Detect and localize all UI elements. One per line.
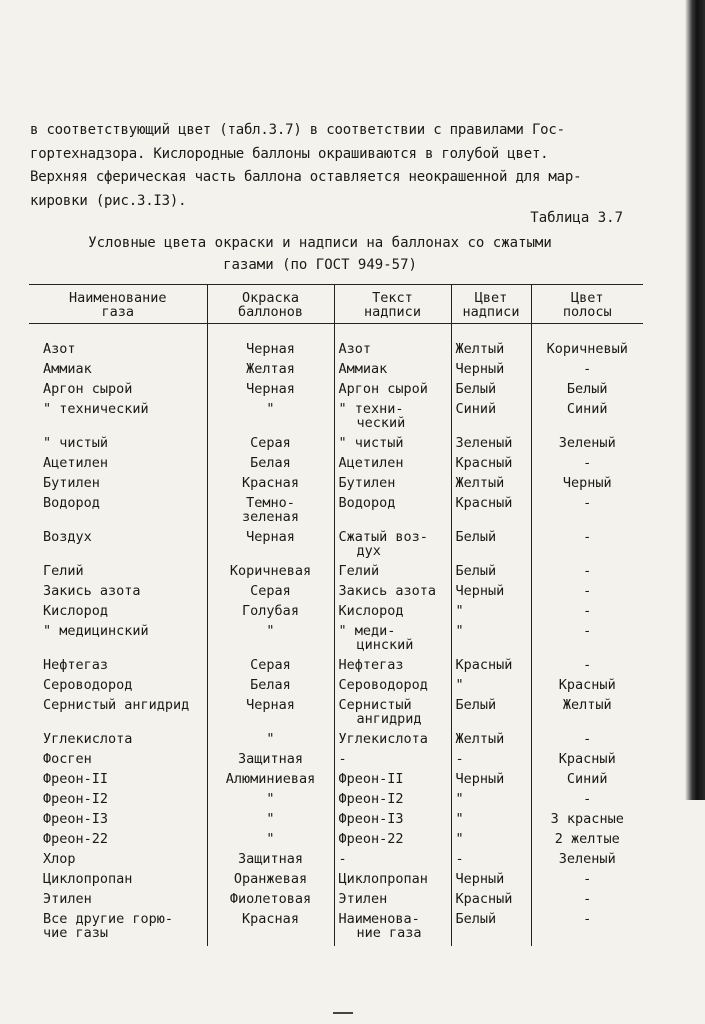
cell-strip-color: Черный bbox=[531, 476, 643, 496]
cell-label-text: Углекислота bbox=[334, 732, 451, 752]
table-row bbox=[29, 530, 643, 564]
cell-strip-color: - bbox=[531, 792, 643, 812]
cell-cylinder-color: Красная bbox=[207, 476, 334, 496]
cell-label-color: Черный bbox=[451, 872, 531, 892]
table-row bbox=[29, 792, 643, 812]
paragraph-line: гортехнадзора. Кислородные баллоны окрашиваются в голубой цвет. bbox=[30, 145, 549, 162]
cell-gas-name: Аргон сырой bbox=[43, 381, 133, 397]
table-row bbox=[29, 812, 643, 832]
cell-gas-name: Нефтегаз bbox=[43, 657, 109, 673]
cell-label-color: Желтый bbox=[451, 324, 531, 363]
cell-label-color: Черный bbox=[451, 362, 531, 382]
cell-strip-color: - bbox=[531, 584, 643, 604]
cell-label-color: Красный bbox=[451, 658, 531, 678]
cell-cylinder-color: Серая bbox=[207, 584, 334, 604]
cell-gas-name: Сернистый ангидрид bbox=[43, 697, 190, 713]
table-row bbox=[29, 698, 643, 732]
table-row bbox=[29, 362, 643, 382]
cell-strip-color: Коричневый bbox=[531, 324, 643, 363]
cell-gas-name: " медицинский bbox=[43, 623, 149, 639]
table-row bbox=[29, 852, 643, 872]
cell-label-color: " bbox=[451, 812, 531, 832]
table-row bbox=[29, 892, 643, 912]
table-row bbox=[29, 496, 643, 530]
intro-paragraph bbox=[30, 119, 650, 213]
cell-strip-color: - bbox=[531, 456, 643, 476]
cell-gas-name: Азот bbox=[43, 341, 76, 357]
cell-label-text: Водород bbox=[334, 496, 451, 530]
cell-gas-name: Фреон-I3 bbox=[43, 811, 109, 827]
cell-cylinder-color: Желтая bbox=[207, 362, 334, 382]
cell-strip-color: - bbox=[531, 362, 643, 382]
cell-cylinder-color: Черная bbox=[207, 324, 334, 363]
cell-label-color: Черный bbox=[451, 584, 531, 604]
cell-strip-color: - bbox=[531, 604, 643, 624]
cell-strip-color: - bbox=[531, 658, 643, 678]
table-title-line: Условные цвета окраски и надписи на баллонах со сжатыми bbox=[88, 235, 552, 251]
cell-label-text: " техни- ческий bbox=[334, 402, 451, 436]
cell-label-text: Аммиак bbox=[334, 362, 451, 382]
cell-cylinder-color: Черная bbox=[207, 530, 334, 564]
cell-label-text: Этилен bbox=[334, 892, 451, 912]
cell-cylinder-color: Фиолетовая bbox=[207, 892, 334, 912]
cell-label-text: Ацетилен bbox=[334, 456, 451, 476]
cell-gas-name: " чистый bbox=[43, 435, 109, 451]
cell-strip-color: 2 желтые bbox=[531, 832, 643, 852]
cell-gas-name: Циклопропан bbox=[43, 871, 133, 887]
cell-label-color: Белый bbox=[451, 382, 531, 402]
cell-gas-name: Этилен bbox=[43, 891, 92, 907]
table-row bbox=[29, 436, 643, 456]
table-row bbox=[29, 772, 643, 792]
cell-gas-name: Аммиак bbox=[43, 361, 92, 377]
cell-label-color: Черный bbox=[451, 772, 531, 792]
cell-label-text: Сжатый воз- дух bbox=[334, 530, 451, 564]
cell-cylinder-color: Голубая bbox=[207, 604, 334, 624]
cell-strip-color: Белый bbox=[531, 382, 643, 402]
table-row bbox=[29, 732, 643, 752]
cell-gas-name: Фосген bbox=[43, 751, 92, 767]
cell-gas-name: Ацетилен bbox=[43, 455, 109, 471]
cell-gas-name: " технический bbox=[43, 401, 149, 417]
table-row bbox=[29, 456, 643, 476]
cell-label-text: Сероводород bbox=[334, 678, 451, 698]
cell-label-text: Фреон-22 bbox=[334, 832, 451, 852]
cell-label-text: Фреон-I2 bbox=[334, 792, 451, 812]
table-row bbox=[29, 564, 643, 584]
cell-label-text: Наименова- ние газа bbox=[334, 912, 451, 946]
cell-label-text: Циклопропан bbox=[334, 872, 451, 892]
cell-label-text: Кислород bbox=[334, 604, 451, 624]
header-strip-color: Цвет полосы bbox=[531, 285, 643, 324]
cell-label-color: Красный bbox=[451, 892, 531, 912]
cell-gas-name: Бутилен bbox=[43, 475, 100, 491]
header-label-color: Цвет надписи bbox=[451, 285, 531, 324]
table-header-row bbox=[29, 285, 643, 324]
cell-strip-color: Красный bbox=[531, 752, 643, 772]
cell-cylinder-color: Черная bbox=[207, 698, 334, 732]
cell-gas-name: Хлор bbox=[43, 851, 76, 867]
cell-label-color: Белый bbox=[451, 530, 531, 564]
cell-label-color: Желтый bbox=[451, 476, 531, 496]
header-gas-name: Наименование газа bbox=[29, 285, 207, 324]
scan-page-edge bbox=[685, 0, 705, 800]
cell-cylinder-color: Алюминиевая bbox=[207, 772, 334, 792]
table-row bbox=[29, 584, 643, 604]
cell-label-color: " bbox=[451, 624, 531, 658]
cell-cylinder-color: Серая bbox=[207, 658, 334, 678]
cell-cylinder-color: Оранжевая bbox=[207, 872, 334, 892]
cell-cylinder-color: " bbox=[207, 812, 334, 832]
cell-label-text: Закись азота bbox=[334, 584, 451, 604]
cell-label-text: " меди- цинский bbox=[334, 624, 451, 658]
cell-label-color: Белый bbox=[451, 912, 531, 946]
cell-gas-name: Углекислота bbox=[43, 731, 133, 747]
cell-label-color: Белый bbox=[451, 564, 531, 584]
cell-label-text: Сернистый ангидрид bbox=[334, 698, 451, 732]
cell-label-color: Красный bbox=[451, 456, 531, 476]
cell-cylinder-color: Серая bbox=[207, 436, 334, 456]
cell-strip-color: - bbox=[531, 892, 643, 912]
cell-gas-name: Воздух bbox=[43, 529, 92, 545]
cell-gas-name: Водород bbox=[43, 495, 100, 511]
gas-cylinder-table bbox=[29, 284, 643, 946]
paragraph-line: кировки (рис.3.I3). bbox=[30, 192, 187, 209]
cell-strip-color: - bbox=[531, 564, 643, 584]
table-number: Таблица 3.7 bbox=[530, 210, 623, 226]
cell-cylinder-color: " bbox=[207, 792, 334, 812]
cell-strip-color: Зеленый bbox=[531, 852, 643, 872]
cell-label-color: Синий bbox=[451, 402, 531, 436]
cell-label-color: Зеленый bbox=[451, 436, 531, 456]
cell-gas-name: Фреон-I2 bbox=[43, 791, 109, 807]
table-row bbox=[29, 752, 643, 772]
cell-cylinder-color: " bbox=[207, 832, 334, 852]
table-row bbox=[29, 324, 643, 363]
header-label-text: Текст надписи bbox=[334, 285, 451, 324]
paragraph-line: в соответствующий цвет (табл.3.7) в соответствии с правилами Гос- bbox=[30, 122, 565, 138]
cell-label-text: - bbox=[334, 752, 451, 772]
cell-label-color: Красный bbox=[451, 496, 531, 530]
cell-gas-name: Закись азота bbox=[43, 583, 141, 599]
cell-strip-color: Зеленый bbox=[531, 436, 643, 456]
cell-gas-name: Сероводород bbox=[43, 677, 133, 693]
cell-label-text: Гелий bbox=[334, 564, 451, 584]
cell-label-text: Аргон сырой bbox=[334, 382, 451, 402]
cell-cylinder-color: " bbox=[207, 624, 334, 658]
cell-label-text: Азот bbox=[334, 324, 451, 363]
cell-strip-color: - bbox=[531, 732, 643, 752]
cell-label-color: " bbox=[451, 678, 531, 698]
paragraph-line: Верхняя сферическая часть баллона оставляется неокрашенной для мар- bbox=[30, 169, 582, 185]
cell-cylinder-color: Черная bbox=[207, 382, 334, 402]
table-row bbox=[29, 832, 643, 852]
cell-strip-color: - bbox=[531, 624, 643, 658]
cell-cylinder-color: Защитная bbox=[207, 852, 334, 872]
cell-gas-name: Все другие горю- чие газы bbox=[43, 911, 174, 941]
table-title bbox=[0, 232, 640, 276]
cell-gas-name: Кислород bbox=[43, 603, 109, 619]
table-row bbox=[29, 912, 643, 946]
table-title-line: газами (по ГОСТ 949-57) bbox=[223, 257, 417, 273]
cell-label-text: " чистый bbox=[334, 436, 451, 456]
cell-cylinder-color: Защитная bbox=[207, 752, 334, 772]
cell-cylinder-color: " bbox=[207, 402, 334, 436]
table-row bbox=[29, 624, 643, 658]
table-row bbox=[29, 402, 643, 436]
cell-label-text: Фреон-II bbox=[334, 772, 451, 792]
table-row bbox=[29, 382, 643, 402]
cell-label-color: Желтый bbox=[451, 732, 531, 752]
cell-strip-color: Синий bbox=[531, 402, 643, 436]
cell-strip-color: - bbox=[531, 496, 643, 530]
cell-cylinder-color: " bbox=[207, 732, 334, 752]
cell-cylinder-color: Красная bbox=[207, 912, 334, 946]
cell-label-text: Нефтегаз bbox=[334, 658, 451, 678]
cell-cylinder-color: Коричневая bbox=[207, 564, 334, 584]
cell-label-color: - bbox=[451, 852, 531, 872]
cell-strip-color: - bbox=[531, 872, 643, 892]
cell-strip-color: Красный bbox=[531, 678, 643, 698]
cell-label-color: " bbox=[451, 792, 531, 812]
table-row bbox=[29, 658, 643, 678]
cell-label-text: Бутилен bbox=[334, 476, 451, 496]
table-row bbox=[29, 678, 643, 698]
cell-label-color: " bbox=[451, 832, 531, 852]
header-cylinder-color: Окраска баллонов bbox=[207, 285, 334, 324]
cell-label-color: Белый bbox=[451, 698, 531, 732]
cell-strip-color: - bbox=[531, 530, 643, 564]
cell-strip-color: - bbox=[531, 912, 643, 946]
cell-gas-name: Гелий bbox=[43, 563, 84, 579]
cell-strip-color: 3 красные bbox=[531, 812, 643, 832]
cell-label-color: - bbox=[451, 752, 531, 772]
cell-cylinder-color: Белая bbox=[207, 678, 334, 698]
table-row bbox=[29, 872, 643, 892]
cell-cylinder-color: Темно- зеленая bbox=[207, 496, 334, 530]
cell-label-text: - bbox=[334, 852, 451, 872]
cell-gas-name: Фреон-22 bbox=[43, 831, 109, 847]
cell-gas-name: Фреон-II bbox=[43, 771, 109, 787]
cell-label-text: Фреон-I3 bbox=[334, 812, 451, 832]
cell-strip-color: Желтый bbox=[531, 698, 643, 732]
cell-label-color: " bbox=[451, 604, 531, 624]
table-row bbox=[29, 476, 643, 496]
cell-strip-color: Синий bbox=[531, 772, 643, 792]
table-row bbox=[29, 604, 643, 624]
page-number-mark bbox=[333, 1012, 353, 1014]
cell-cylinder-color: Белая bbox=[207, 456, 334, 476]
